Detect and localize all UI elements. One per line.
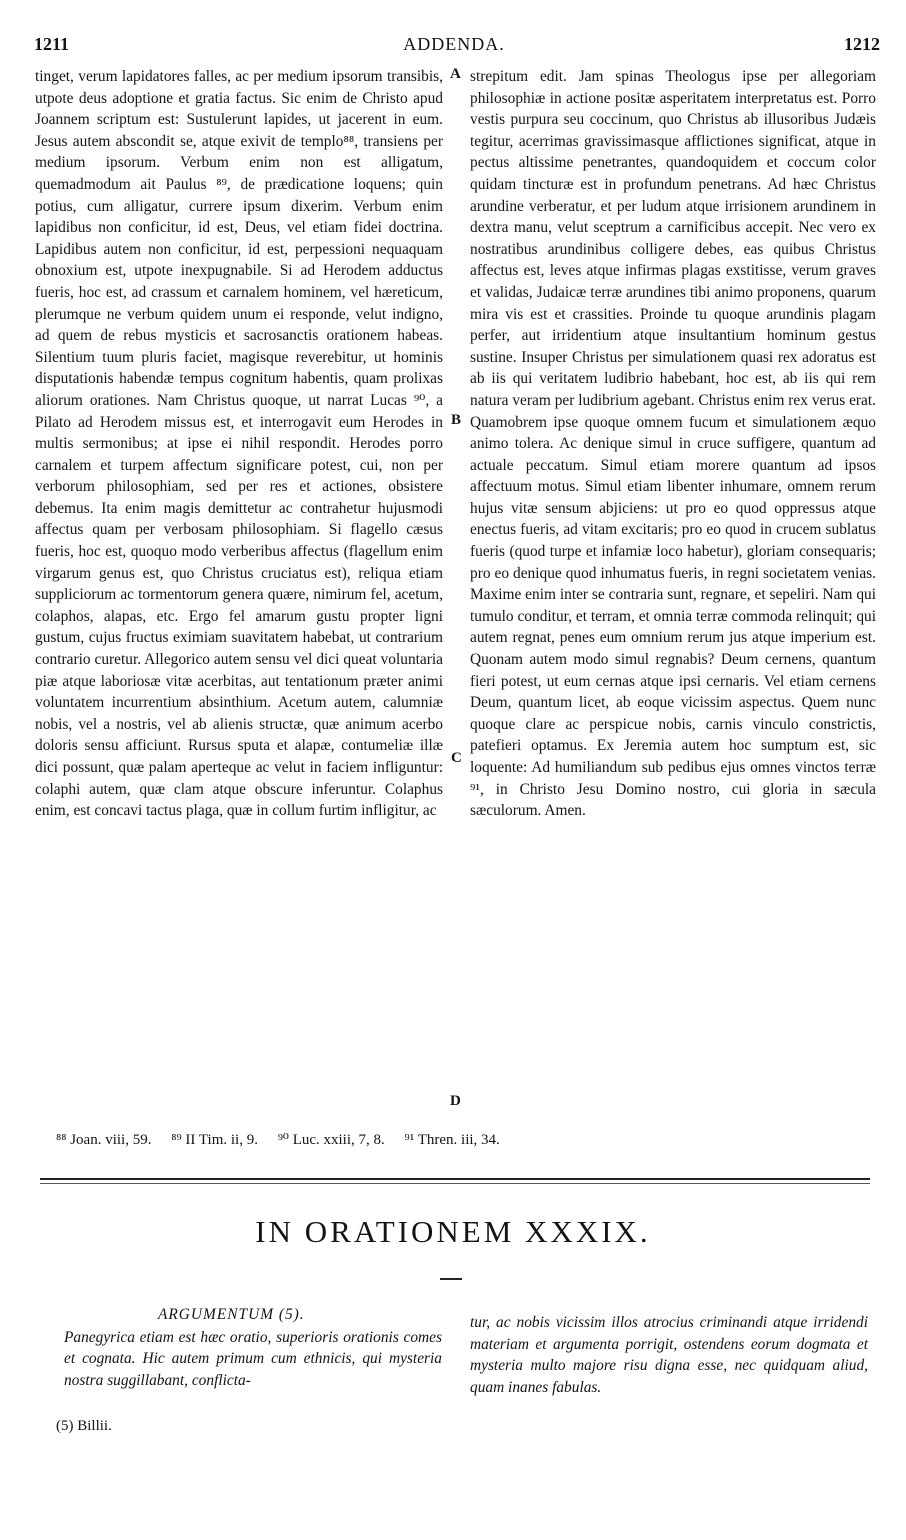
right-text-column — [470, 66, 876, 822]
section-rule — [40, 1178, 870, 1180]
left-page-number: 1211 — [34, 34, 70, 54]
left-column-text: tinget, verum lapidatores falles, ac per medium ipsorum transibis, utpote deus adoptione et gratia factus. Sic enim de Christo apud Joannem scriptum est: Sustulerunt lapides, ut jacerent in eum. Jesus autem abscondit se, atque exivit de templo⁸⁸, transiens per medium ipsorum. Verbum enim non est alligatum, quemadmodum ait Paulus ⁸⁹, de prædicatione loquens; quin potius, cum alligatur, currere ipsum dixerim. Verbum enim lapidibus non conficitur, id est, Deus, vel etiam fidei doctrina. Lapidibus autem non conficitur, id est, perpessioni nequaquam obnoxium est, utpote inexpugnabile. Si ad Herodem adductus fueris, hoc est, ad crassum et carnalem hominem, vel hæreticum, plerumque ne verbum quidem unum ei responde, velut indigno, ad quem de rebus mysticis et sacrosanctis orationem habeas. Silentium tuum pluris faciet, magisque reverebitur, ut hominis disputationis habendæ tempus cognitum habentis, quam prolixas aliorum orationes. Nam Christus quoque, ut narrat Lucas ⁹⁰, a Pilato ad Herodem missus est, et interrogavit eum Herodes in multis sermonibus; at ipse ei nihil respondit. Herodes porro carnalem et turpem affectum significare potest, cui, non per verborum philosophiam, sed per res et actiones, obsistere debemus. Ita enim magis demittetur ac contrahetur hujusmodi affectus quam per verbosam philosophiam. Si flagello cæsus fueris, hoc est, quoquo modo verberibus affectus (flagellum enim virgarum genus est, quo Christus cruciatus est), reliqua etiam suppliciorum ac tormentorum genera quære, nimirum fel, acetum, colaphos, alapas, etc. Ergo fel amarum gustu propter ligni gustum, cujus fructus eximiam suavitatem habebat, ut contrarium contrario curetur. Allegorico autem sensu vel dici queat voluntaria piæ atque laboriosæ vitæ acerbitas, aut tentationum præter animi voluntatem incurrentium absinthium. Acetum autem, calumniæ nobis, vel a nostris, vel ab alienis structæ, quæ animum acerbo doloris sensu afficiunt. Rursus sputa et alapæ, contumeliæ illæ dici possunt, quæ palam aperteque ac velut in faciem infliguntur: colaphi autem, quæ clam atque obscure inferuntur. Colaphus enim, est concavi tactus plaga, quæ in collum furtim infligitur, ac — [35, 68, 443, 820]
footnotes — [56, 1130, 516, 1149]
running-head: ADDENDA. — [403, 34, 505, 54]
footnote-89: ⁸⁹ II Tim. ii, 9. — [171, 1132, 258, 1148]
section-title: IN ORATIONEM XXXIX. — [255, 1214, 651, 1249]
footnote-91: ⁹¹ Thren. iii, 34. — [404, 1132, 500, 1148]
argument-footnote: (5) Billii. — [56, 1418, 112, 1434]
margin-letter-a: A — [450, 66, 461, 82]
argument-right-text: tur, ac nobis vicissim illos atrocius criminandi atque irridendi materiam et argumenta porrigit, ostendens eorum dogmata et mysteria multo majore risu digna esse, nec quidquam aliud, quam inanes fabulas. — [470, 1314, 868, 1396]
page-header — [28, 34, 880, 58]
margin-letter-c: C — [451, 750, 462, 766]
footnote-90: ⁹⁰ Luc. xxiii, 7, 8. — [277, 1132, 385, 1148]
argument-heading: ARGUMENTUM (5). — [158, 1306, 305, 1323]
right-column-text: strepitum edit. Jam spinas Theologus ipse per allegoriam philosophiæ in actione positæ asperitatem interpretatus est. Porro vestis purpura seu coccinum, quo Christus ab illusoribus Judæis tegitur, acerrimas gravissimasque afflictiones significat, atque in pectus altissime penetrantes, quandoquidem et coccum color quidam tincturæ est in profundum penetrans. Ad hæc Christus arundine verberatur, et per ludum atque irrisionem arundinem in dextra manu, velut sceptrum a carnificibus accepit. Nec vero ex nostratibus arundinibus colligere debes, eas quibus Christus affectus est, leves atque infirmas plagas exstitisse, verum graves et validas, Judaicæ terræ arundines tibi animo proponens, quarum mira vis est et crassities. Proinde tu quoque arundinis plagam perfer, aut irridentium atque insultantium hominum gestus sustine. Insuper Christus per simulationem quasi rex adoratus est ab iis qui veritatem ludibrio habebant, hoc est, ab iis qui rem natura veram per ludibrium agebant. Christus enim rex verus erat. Quamobrem ipse quoque omnem fucum et simulationem æquo animo tolera. Ac denique simul in cruce suffigere, quantum ad actuale peccatum. Simul etiam morere quantum ad ipsos affectuum motus. Simul etiam libenter inhumare, omnem rerum hujus vitæ sensum abjiciens: ut pro eo quod oppressus atque enectus fueris, ad vitam excitaris; pro eo quod in crucem sublatus fueris (quod turpe et infamiæ loco habetur), gloriam consequaris; pro eo denique quod inhumatus fueris, in regni societatem venias. Maxime enim inter se contraria sunt, regnare, et sepeliri. Nam qui tumulo conditur, et terram, et omnia terræ commoda relinquit; qui autem regnat, penes eum omnium rerum jus atque imperium est. Quonam autem modo simul regnabis? Deum cernens, quantum fieri potest, ut eum cernas atque ipsi cernaris. Vel etiam cernens Deum, quantum licet, ab eoque vicissim aspectus. Quem nunc quoque clare ac perspicue nobis, carnis vinculo constrictis, patefieri optamus. Ex Jeremia autem hoc sumptum est, sic loquente: Ad humiliandum sub pedibus ejus omnes vinctos terræ ⁹¹, in Christo Jesu Domino nostro, cui gloria in sæcula sæculorum. Amen. — [470, 68, 876, 820]
argument-right-column — [470, 1312, 868, 1398]
right-page-number: 1212 — [844, 34, 880, 54]
margin-letter-d: D — [450, 1093, 461, 1109]
left-text-column — [35, 66, 443, 822]
footnote-88: ⁸⁸ Joan. viii, 59. — [56, 1132, 152, 1148]
section-rule-thin — [40, 1183, 870, 1184]
argument-left-column — [64, 1304, 442, 1391]
argument-left-text: Panegyrica etiam est hæc oratio, superioris orationis comes et cognata. Hic autem primum cum ethnicis, qui mysteria nostra suggillabant, conflicta- — [64, 1328, 442, 1389]
margin-letter-b: B — [451, 412, 462, 428]
title-dash — [440, 1278, 462, 1280]
